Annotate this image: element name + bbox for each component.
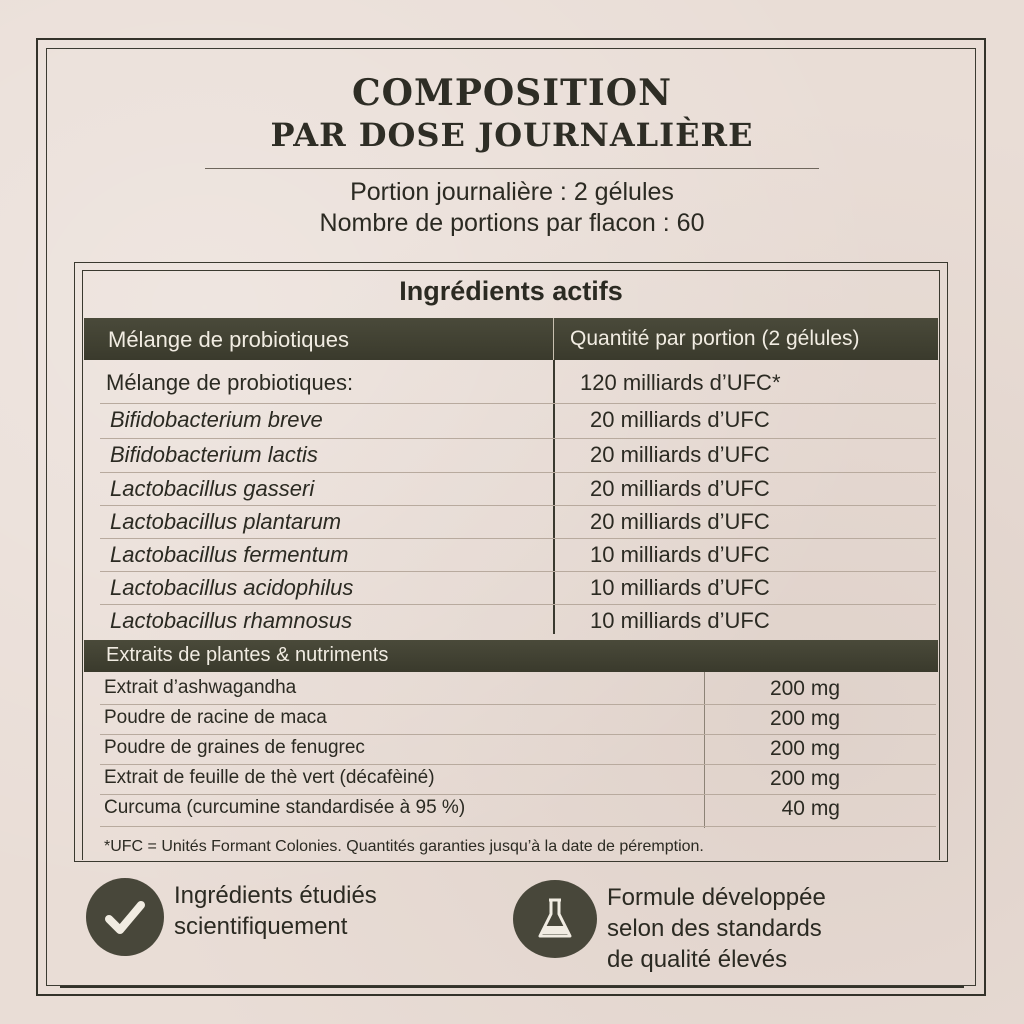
badge-text-line: scientifiquement <box>174 913 348 940</box>
row-divider <box>100 826 936 827</box>
table-row <box>100 704 936 734</box>
table-row <box>100 572 936 605</box>
plant-qty: 40 mg <box>781 797 840 820</box>
plant-qty: 200 mg <box>769 677 840 700</box>
plant-qty: 200 mg <box>769 737 840 760</box>
probiotics-header-qty: Quantité par portion (2 gélules) <box>570 327 860 350</box>
plant-name: Poudre de racine de maca <box>104 707 327 728</box>
strain-name: Bifidobacterium lactis <box>110 442 318 467</box>
table-row <box>100 506 936 539</box>
strain-name: Lactobacillus rhamnosus <box>110 608 353 633</box>
badge-scientific <box>86 878 377 956</box>
plants-header <box>84 640 938 672</box>
probiotics-header-name: Mélange de probiotiques <box>108 327 349 352</box>
table-row <box>100 734 936 764</box>
plant-qty: 200 mg <box>769 707 840 730</box>
plants-header-name: Extraits de plantes & nutriments <box>106 644 389 666</box>
plant-qty: 200 mg <box>769 767 840 790</box>
badge-quality <box>513 880 826 975</box>
page-title-line1: COMPOSITION <box>351 72 673 114</box>
probiotics-total-name: Mélange de probiotiques: <box>106 370 354 395</box>
flask-icon <box>513 880 597 958</box>
badge-text-line: de qualité élevés <box>607 946 788 973</box>
table-row <box>100 605 936 638</box>
table-row <box>100 674 936 704</box>
table-row <box>100 794 936 824</box>
title-divider <box>205 168 819 169</box>
table-row <box>100 439 936 472</box>
header-separator <box>553 318 554 360</box>
panel-title: Ingrédients actifs <box>399 276 623 306</box>
footnote: *UFC = Unités Formant Colonies. Quantités garanties jusqu’à la date de péremption. <box>104 838 704 855</box>
plant-name: Curcuma (curcumine standardisée à 95 %) <box>104 797 466 818</box>
servings-per-container: Nombre de portions par flacon : 60 <box>319 209 705 237</box>
serving-size: Portion journalière : 2 gélules <box>350 178 674 206</box>
badge-text-line: Formule développée <box>607 884 826 911</box>
strain-name: Lactobacillus plantarum <box>110 509 342 534</box>
table-row <box>100 764 936 794</box>
plant-name: Extrait de feuille de thè vert (décafèiné) <box>104 767 435 788</box>
probiotics-total-qty: 120 milliards d’UFC* <box>580 370 781 395</box>
strain-name: Lactobacillus gasseri <box>110 476 315 501</box>
strain-qty: 10 milliards d’UFC <box>590 608 770 633</box>
strain-qty: 20 milliards d’UFC <box>590 509 770 534</box>
plant-name: Poudre de graines de fenugrec <box>104 737 365 758</box>
strain-name: Lactobacillus acidophilus <box>110 575 354 600</box>
table-row <box>100 539 936 572</box>
strain-qty: 20 milliards d’UFC <box>590 442 770 467</box>
strain-name: Bifidobacterium breve <box>110 407 323 432</box>
strain-qty: 10 milliards d’UFC <box>590 542 770 567</box>
bottom-divider <box>60 986 964 988</box>
badge-text-line: Ingrédients étudiés <box>174 882 377 909</box>
probiotics-total-row <box>100 370 936 402</box>
plant-name: Extrait d’ashwagandha <box>104 677 297 698</box>
page-title-line2: PAR DOSE JOURNALIÈRE <box>270 116 754 154</box>
strain-name: Lactobacillus fermentum <box>110 542 349 567</box>
table-row <box>100 473 936 506</box>
probiotics-header <box>84 318 938 360</box>
strain-qty: 20 milliards d’UFC <box>590 476 770 501</box>
strain-qty: 10 milliards d’UFC <box>590 575 770 600</box>
badge-text-line: selon des standards <box>607 915 822 942</box>
checkmark-icon <box>86 878 164 956</box>
table-row <box>100 404 936 437</box>
strain-qty: 20 milliards d’UFC <box>590 407 770 432</box>
